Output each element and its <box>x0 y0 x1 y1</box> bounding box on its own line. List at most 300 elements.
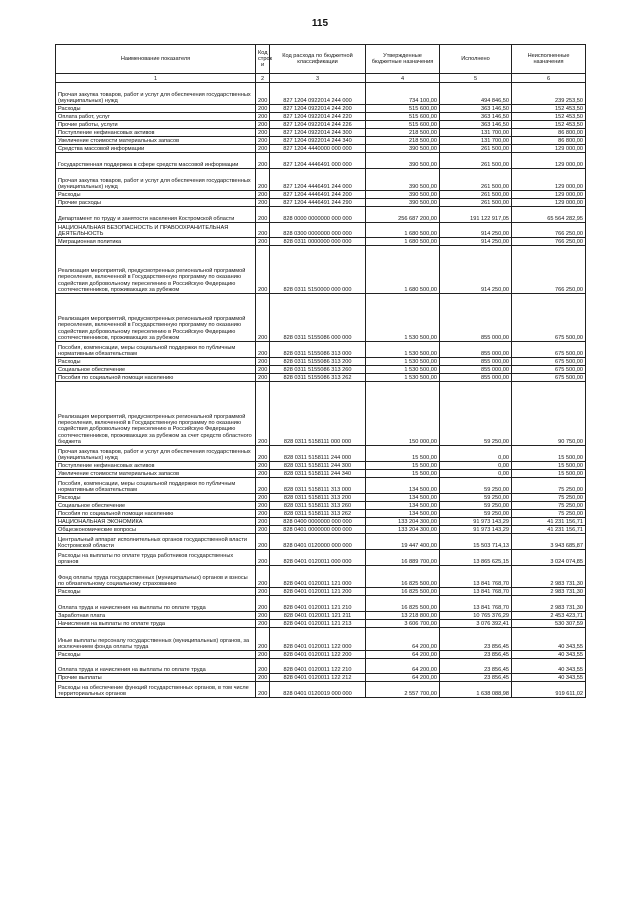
cell-line: 200 <box>256 223 270 238</box>
header-unexecuted: Неисполненные назначения <box>512 45 586 74</box>
cell-unexecuted: 530 307,59 <box>512 620 586 628</box>
cell-code: 828 0401 0120011 122 200 <box>270 651 366 659</box>
cell-unexecuted: 15 500,00 <box>512 462 586 470</box>
cell-code: 828 0000 0000000 000 000 <box>270 207 366 223</box>
cell-executed: 59 250,00 <box>440 382 512 446</box>
table-row <box>56 526 586 534</box>
cell-unexecuted: 129 000,00 <box>512 191 586 199</box>
cell-executed: 10 765 376,29 <box>440 612 512 620</box>
table-row <box>56 366 586 374</box>
cell-line: 200 <box>256 374 270 382</box>
cell-code: 828 0311 5158111 313 260 <box>270 502 366 510</box>
table-row <box>56 612 586 620</box>
cell-approved: 15 500,00 <box>366 462 440 470</box>
cell-name: Начисления на выплаты по оплате труда <box>56 620 256 628</box>
cell-executed: 914 250,00 <box>440 238 512 246</box>
cell-unexecuted: 75 250,00 <box>512 510 586 518</box>
cell-executed: 191 122 917,05 <box>440 207 512 223</box>
cell-code: 828 0401 0120011 121 210 <box>270 596 366 612</box>
cell-executed: 855 000,00 <box>440 294 512 342</box>
cell-approved: 133 204 300,00 <box>366 526 440 534</box>
cell-line: 200 <box>256 534 270 550</box>
table-row <box>56 129 586 137</box>
header-executed: Исполнено <box>440 45 512 74</box>
cell-code: 828 0401 0120011 121 000 <box>270 566 366 588</box>
cell-unexecuted: 3 943 685,87 <box>512 534 586 550</box>
cell-code: 828 0401 0120000 000 000 <box>270 534 366 550</box>
table-row <box>56 502 586 510</box>
cell-line: 200 <box>256 550 270 566</box>
cell-approved: 1 680 500,00 <box>366 238 440 246</box>
cell-name: Поступление нефинансовых активов <box>56 462 256 470</box>
cell-name: Пособия, компенсации, меры социальной поддержки по публичным нормативным обязательствам <box>56 478 256 494</box>
cell-line: 200 <box>256 502 270 510</box>
cell-approved: 16 825 500,00 <box>366 588 440 596</box>
cell-code: 827 1204 4446491 244 200 <box>270 191 366 199</box>
cell-name: Прочая закупка товаров, работ и услуг для обеспечения государственных (муниципальных) нужд <box>56 169 256 191</box>
table-row <box>56 105 586 113</box>
cell-name: Реализация мероприятий, предусмотренных региональной программой переселения, включенной в Государственную программу по оказанию содействия добровольному переселению в Российскую Федерацию соотечественников, проживающих за рубежом за счет средств областного бюджета <box>56 382 256 446</box>
cell-code: 828 0401 0120011 122 210 <box>270 659 366 674</box>
cell-name: Расходы <box>56 494 256 502</box>
cell-code: 828 0311 5158111 313 200 <box>270 494 366 502</box>
cell-executed: 91 973 143,29 <box>440 526 512 534</box>
cell-line: 200 <box>256 510 270 518</box>
cell-unexecuted: 766 250,00 <box>512 238 586 246</box>
cell-code: 827 1204 0922014 244 000 <box>270 83 366 105</box>
table-row <box>56 382 586 446</box>
cell-line: 200 <box>256 199 270 207</box>
table-row <box>56 238 586 246</box>
cell-approved: 2 557 700,00 <box>366 682 440 698</box>
cell-approved: 1 530 500,00 <box>366 358 440 366</box>
table-row <box>56 470 586 478</box>
cell-approved: 3 606 700,00 <box>366 620 440 628</box>
cell-executed: 914 250,00 <box>440 246 512 294</box>
cell-name: Прочая закупка товаров, работ и услуг для обеспечения государственных (муниципальных) нужд <box>56 446 256 462</box>
table-row <box>56 659 586 674</box>
cell-unexecuted: 40 343,55 <box>512 674 586 682</box>
cell-unexecuted: 41 231 156,71 <box>512 518 586 526</box>
cell-name: Расходы <box>56 358 256 366</box>
table-row <box>56 294 586 342</box>
cell-executed: 261 500,00 <box>440 191 512 199</box>
cell-line: 200 <box>256 121 270 129</box>
cell-executed: 855 000,00 <box>440 342 512 358</box>
column-number: 2 <box>256 74 270 83</box>
cell-executed: 13 841 768,70 <box>440 596 512 612</box>
table-row <box>56 588 586 596</box>
table-row <box>56 566 586 588</box>
cell-name: Государственная поддержка в сфере средств массовой информации <box>56 153 256 169</box>
table-row <box>56 682 586 698</box>
cell-name: Оплата труда и начисления на выплаты по оплате труда <box>56 659 256 674</box>
table-row <box>56 83 586 105</box>
cell-unexecuted: 129 000,00 <box>512 169 586 191</box>
cell-unexecuted: 15 500,00 <box>512 470 586 478</box>
cell-line: 200 <box>256 526 270 534</box>
cell-code: 828 0311 5155086 313 260 <box>270 366 366 374</box>
cell-approved: 256 687 200,00 <box>366 207 440 223</box>
table-row <box>56 137 586 145</box>
cell-code: 828 0311 5158111 313 262 <box>270 510 366 518</box>
cell-code: 827 1204 0922014 244 200 <box>270 105 366 113</box>
cell-code: 828 0300 0000000 000 000 <box>270 223 366 238</box>
cell-code: 828 0401 0120011 122 212 <box>270 674 366 682</box>
cell-unexecuted: 41 231 156,71 <box>512 526 586 534</box>
cell-name: Расходы на обеспечение функций государственных органов, в том числе территориальных органов <box>56 682 256 698</box>
cell-code: 827 1204 4440000 000 000 <box>270 145 366 153</box>
cell-code: 828 0311 5158111 313 000 <box>270 478 366 494</box>
cell-line: 200 <box>256 238 270 246</box>
cell-approved: 13 218 800,00 <box>366 612 440 620</box>
cell-approved: 515 600,00 <box>366 121 440 129</box>
cell-executed: 23 856,45 <box>440 674 512 682</box>
cell-executed: 0,00 <box>440 470 512 478</box>
cell-unexecuted: 152 453,50 <box>512 105 586 113</box>
cell-code: 828 0401 0120011 121 213 <box>270 620 366 628</box>
header-row <box>56 45 586 74</box>
cell-code: 828 0311 5155086 313 262 <box>270 374 366 382</box>
cell-name: Департамент по труду и занятости населения Костромской области <box>56 207 256 223</box>
cell-approved: 19 447 400,00 <box>366 534 440 550</box>
column-number: 5 <box>440 74 512 83</box>
header-approved: Утвержденные бюджетные назначения <box>366 45 440 74</box>
cell-unexecuted: 766 250,00 <box>512 246 586 294</box>
cell-executed: 23 856,45 <box>440 659 512 674</box>
cell-approved: 390 500,00 <box>366 199 440 207</box>
cell-unexecuted: 2 983 731,30 <box>512 588 586 596</box>
cell-name: Общеэкономические вопросы <box>56 526 256 534</box>
cell-code: 828 0311 5150000 000 000 <box>270 246 366 294</box>
cell-line: 200 <box>256 620 270 628</box>
cell-executed: 0,00 <box>440 446 512 462</box>
table-row <box>56 246 586 294</box>
cell-approved: 218 500,00 <box>366 137 440 145</box>
cell-executed: 131 700,00 <box>440 129 512 137</box>
cell-code: 827 1204 0922014 244 300 <box>270 129 366 137</box>
cell-approved: 16 889 700,00 <box>366 550 440 566</box>
cell-name: Прочие работы, услуги <box>56 121 256 129</box>
cell-unexecuted: 129 000,00 <box>512 199 586 207</box>
cell-approved: 390 500,00 <box>366 169 440 191</box>
table-row <box>56 153 586 169</box>
cell-line: 200 <box>256 596 270 612</box>
cell-name: НАЦИОНАЛЬНАЯ ЭКОНОМИКА <box>56 518 256 526</box>
cell-executed: 363 146,50 <box>440 113 512 121</box>
cell-line: 200 <box>256 105 270 113</box>
cell-line: 200 <box>256 628 270 651</box>
cell-line: 200 <box>256 446 270 462</box>
column-number: 3 <box>270 74 366 83</box>
cell-unexecuted: 129 000,00 <box>512 145 586 153</box>
cell-unexecuted: 675 500,00 <box>512 366 586 374</box>
cell-name: Социальное обеспечение <box>56 502 256 510</box>
cell-executed: 363 146,50 <box>440 105 512 113</box>
cell-code: 827 1204 0922014 244 220 <box>270 113 366 121</box>
table-row <box>56 510 586 518</box>
cell-name: Средства массовой информации <box>56 145 256 153</box>
cell-line: 200 <box>256 145 270 153</box>
report-body <box>56 83 586 698</box>
cell-approved: 1 680 500,00 <box>366 223 440 238</box>
cell-name: Оплата работ, услуг <box>56 113 256 121</box>
cell-name: Заработная плата <box>56 612 256 620</box>
cell-line: 200 <box>256 83 270 105</box>
cell-line: 200 <box>256 366 270 374</box>
table-row <box>56 651 586 659</box>
cell-line: 200 <box>256 169 270 191</box>
cell-approved: 15 500,00 <box>366 446 440 462</box>
cell-executed: 855 000,00 <box>440 366 512 374</box>
cell-code: 828 0311 5155086 313 200 <box>270 358 366 366</box>
cell-unexecuted: 152 453,50 <box>512 113 586 121</box>
cell-name: Расходы <box>56 105 256 113</box>
table-row <box>56 207 586 223</box>
cell-name: Прочие выплаты <box>56 674 256 682</box>
cell-code: 828 0401 0000000 000 000 <box>270 526 366 534</box>
cell-line: 200 <box>256 659 270 674</box>
cell-line: 200 <box>256 382 270 446</box>
cell-code: 828 0311 5155086 313 000 <box>270 342 366 358</box>
column-number-row <box>56 74 586 83</box>
cell-executed: 3 076 392,41 <box>440 620 512 628</box>
cell-unexecuted: 15 500,00 <box>512 446 586 462</box>
table-row <box>56 169 586 191</box>
cell-unexecuted: 86 800,00 <box>512 129 586 137</box>
cell-approved: 15 500,00 <box>366 470 440 478</box>
cell-approved: 1 530 500,00 <box>366 342 440 358</box>
cell-name: Реализация мероприятий, предусмотренных региональной программой переселения, включенной в Государственную программу по оказанию содействия добровольному переселению в Российскую Федерацию соотечественников, проживающих за рубежом <box>56 294 256 342</box>
cell-unexecuted: 65 564 282,95 <box>512 207 586 223</box>
cell-approved: 218 500,00 <box>366 129 440 137</box>
cell-name: Пособия по социальной помощи населению <box>56 374 256 382</box>
cell-executed: 261 500,00 <box>440 199 512 207</box>
cell-name: Расходы <box>56 651 256 659</box>
cell-line: 200 <box>256 462 270 470</box>
table-row <box>56 620 586 628</box>
cell-code: 827 1204 4446491 000 000 <box>270 153 366 169</box>
column-number: 6 <box>512 74 586 83</box>
cell-executed: 1 638 088,98 <box>440 682 512 698</box>
cell-name: Социальное обеспечение <box>56 366 256 374</box>
cell-approved: 134 500,00 <box>366 502 440 510</box>
cell-name: Увеличение стоимости материальных запасов <box>56 470 256 478</box>
cell-approved: 134 500,00 <box>366 494 440 502</box>
cell-approved: 64 200,00 <box>366 674 440 682</box>
cell-name: Прочие расходы <box>56 199 256 207</box>
cell-unexecuted: 2 983 731,30 <box>512 566 586 588</box>
cell-name: Пособия по социальной помощи населению <box>56 510 256 518</box>
cell-executed: 261 500,00 <box>440 145 512 153</box>
cell-executed: 914 250,00 <box>440 223 512 238</box>
table-row <box>56 478 586 494</box>
cell-name: Иные выплаты персоналу государственных (муниципальных) органов, за исключением фонда оплаты труда <box>56 628 256 651</box>
cell-unexecuted: 40 343,55 <box>512 659 586 674</box>
table-row <box>56 534 586 550</box>
table-row <box>56 628 586 651</box>
header-line-code: Код строк и <box>256 45 270 74</box>
cell-line: 200 <box>256 358 270 366</box>
cell-line: 200 <box>256 478 270 494</box>
cell-code: 828 0401 0120011 121 211 <box>270 612 366 620</box>
cell-approved: 64 200,00 <box>366 651 440 659</box>
table-row <box>56 550 586 566</box>
budget-report-table <box>55 44 586 698</box>
cell-unexecuted: 675 500,00 <box>512 358 586 366</box>
cell-approved: 515 600,00 <box>366 105 440 113</box>
cell-unexecuted: 152 453,50 <box>512 121 586 129</box>
cell-executed: 91 973 143,29 <box>440 518 512 526</box>
cell-name: Поступление нефинансовых активов <box>56 129 256 137</box>
cell-line: 200 <box>256 129 270 137</box>
cell-executed: 13 865 625,15 <box>440 550 512 566</box>
cell-line: 200 <box>256 113 270 121</box>
cell-approved: 1 530 500,00 <box>366 294 440 342</box>
cell-line: 200 <box>256 137 270 145</box>
cell-approved: 1 680 500,00 <box>366 246 440 294</box>
cell-line: 200 <box>256 674 270 682</box>
cell-unexecuted: 675 500,00 <box>512 294 586 342</box>
cell-unexecuted: 2 453 423,71 <box>512 612 586 620</box>
cell-approved: 515 600,00 <box>366 113 440 121</box>
cell-unexecuted: 90 750,00 <box>512 382 586 446</box>
cell-code: 828 0311 5158111 244 340 <box>270 470 366 478</box>
cell-code: 828 0401 0120019 000 000 <box>270 682 366 698</box>
cell-executed: 59 250,00 <box>440 494 512 502</box>
cell-approved: 16 825 500,00 <box>366 566 440 588</box>
table-row <box>56 342 586 358</box>
cell-unexecuted: 40 343,55 <box>512 628 586 651</box>
cell-name: Реализация мероприятий, предусмотренных региональной программой переселения, включенной в Государственную программу по оказанию содействия добровольному переселению в Российскую Федерацию соотечественников, проживающих за рубежом <box>56 246 256 294</box>
cell-code: 828 0311 0000000 000 000 <box>270 238 366 246</box>
cell-line: 200 <box>256 682 270 698</box>
table-row <box>56 494 586 502</box>
cell-unexecuted: 239 253,50 <box>512 83 586 105</box>
cell-name: Пособия, компенсации, меры социальной поддержки по публичным нормативным обязательствам <box>56 342 256 358</box>
cell-executed: 59 250,00 <box>440 510 512 518</box>
cell-code: 827 1204 4446491 244 290 <box>270 199 366 207</box>
cell-executed: 13 841 768,70 <box>440 588 512 596</box>
cell-line: 200 <box>256 651 270 659</box>
table-row <box>56 674 586 682</box>
cell-executed: 59 250,00 <box>440 478 512 494</box>
table-row <box>56 446 586 462</box>
cell-line: 200 <box>256 494 270 502</box>
cell-approved: 390 500,00 <box>366 191 440 199</box>
cell-code: 827 1204 4446491 244 000 <box>270 169 366 191</box>
table-row <box>56 191 586 199</box>
table-row <box>56 199 586 207</box>
table-row <box>56 113 586 121</box>
cell-code: 828 0311 5158111 244 000 <box>270 446 366 462</box>
cell-line: 200 <box>256 518 270 526</box>
cell-unexecuted: 766 250,00 <box>512 223 586 238</box>
cell-executed: 363 146,50 <box>440 121 512 129</box>
cell-code: 828 0401 0120011 121 200 <box>270 588 366 596</box>
cell-approved: 16 825 500,00 <box>366 596 440 612</box>
cell-name: Центральный аппарат исполнительных органов государственной власти Костромской области <box>56 534 256 550</box>
cell-executed: 59 250,00 <box>440 502 512 510</box>
cell-executed: 494 846,50 <box>440 83 512 105</box>
cell-approved: 64 200,00 <box>366 659 440 674</box>
table-row <box>56 518 586 526</box>
cell-name: Прочая закупка товаров, работ и услуг для обеспечения государственных (муниципальных) нужд <box>56 83 256 105</box>
table-row <box>56 145 586 153</box>
header-budget-code: Код расхода по бюджетной классификации <box>270 45 366 74</box>
cell-name: Миграционная политика <box>56 238 256 246</box>
cell-executed: 855 000,00 <box>440 358 512 366</box>
cell-executed: 855 000,00 <box>440 374 512 382</box>
cell-name: Расходы на выплаты по оплате труда работников государственных органов <box>56 550 256 566</box>
cell-code: 828 0311 5158111 000 000 <box>270 382 366 446</box>
cell-code: 827 1204 0922014 244 226 <box>270 121 366 129</box>
cell-unexecuted: 3 024 074,85 <box>512 550 586 566</box>
cell-line: 200 <box>256 153 270 169</box>
cell-line: 200 <box>256 342 270 358</box>
cell-name: Фонд оплаты труда государственных (муниципальных) органов и взносы по обязательному социальному страхованию <box>56 566 256 588</box>
column-number: 4 <box>366 74 440 83</box>
cell-unexecuted: 675 500,00 <box>512 342 586 358</box>
cell-unexecuted: 75 250,00 <box>512 494 586 502</box>
cell-name: Оплата труда и начисления на выплаты по оплате труда <box>56 596 256 612</box>
cell-name: Увеличение стоимости материальных запасов <box>56 137 256 145</box>
table-row <box>56 596 586 612</box>
cell-executed: 23 856,45 <box>440 651 512 659</box>
column-number: 1 <box>56 74 256 83</box>
cell-executed: 131 700,00 <box>440 137 512 145</box>
cell-unexecuted: 75 250,00 <box>512 478 586 494</box>
cell-executed: 261 500,00 <box>440 169 512 191</box>
cell-line: 200 <box>256 612 270 620</box>
cell-line: 200 <box>256 294 270 342</box>
cell-unexecuted: 40 343,55 <box>512 651 586 659</box>
cell-name: Расходы <box>56 191 256 199</box>
table-row <box>56 121 586 129</box>
table-row <box>56 374 586 382</box>
cell-unexecuted: 86 800,00 <box>512 137 586 145</box>
cell-unexecuted: 2 983 731,30 <box>512 596 586 612</box>
cell-name: НАЦИОНАЛЬНАЯ БЕЗОПАСНОСТЬ И ПРАВООХРАНИТЕЛЬНАЯ ДЕЯТЕЛЬНОСТЬ <box>56 223 256 238</box>
header-indicator-name: Наименование показателя <box>56 45 256 74</box>
cell-approved: 134 500,00 <box>366 510 440 518</box>
cell-name: Расходы <box>56 588 256 596</box>
cell-unexecuted: 75 250,00 <box>512 502 586 510</box>
cell-approved: 133 204 300,00 <box>366 518 440 526</box>
cell-approved: 134 500,00 <box>366 478 440 494</box>
cell-executed: 13 841 768,70 <box>440 566 512 588</box>
cell-line: 200 <box>256 566 270 588</box>
cell-line: 200 <box>256 470 270 478</box>
cell-code: 828 0400 0000000 000 000 <box>270 518 366 526</box>
cell-approved: 150 000,00 <box>366 382 440 446</box>
cell-line: 200 <box>256 207 270 223</box>
cell-executed: 23 856,45 <box>440 628 512 651</box>
table-row <box>56 223 586 238</box>
cell-unexecuted: 129 000,00 <box>512 153 586 169</box>
cell-line: 200 <box>256 588 270 596</box>
table-row <box>56 462 586 470</box>
cell-code: 828 0401 0120011 122 000 <box>270 628 366 651</box>
table-row <box>56 358 586 366</box>
cell-approved: 734 100,00 <box>366 83 440 105</box>
cell-code: 828 0311 5155086 000 000 <box>270 294 366 342</box>
cell-approved: 390 500,00 <box>366 145 440 153</box>
page-number: 115 <box>311 18 329 29</box>
cell-approved: 390 500,00 <box>366 153 440 169</box>
cell-unexecuted: 675 500,00 <box>512 374 586 382</box>
cell-executed: 0,00 <box>440 462 512 470</box>
